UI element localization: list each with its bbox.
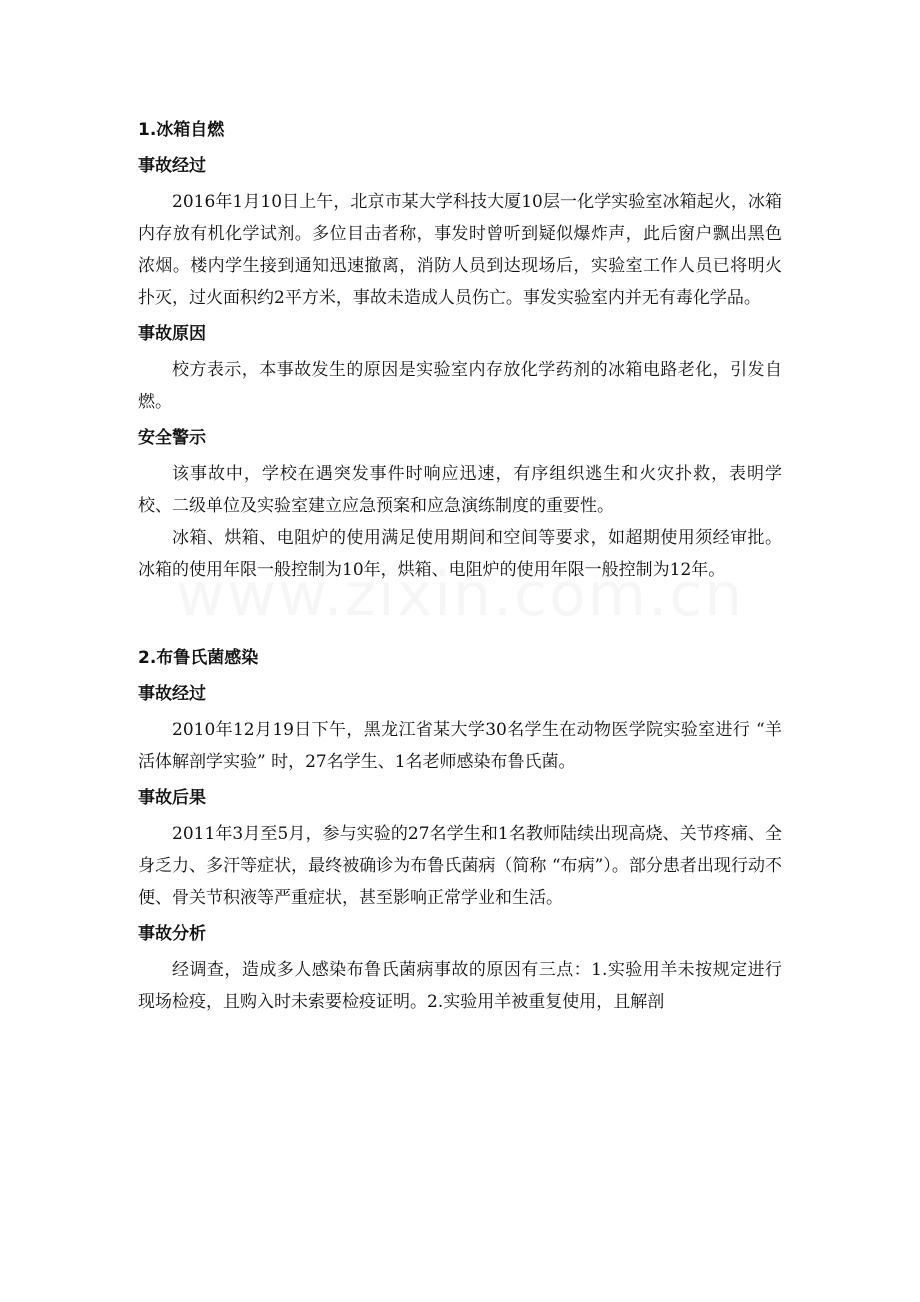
paragraph: 2010年12月19日下午，黑龙江省某大学30名学生在动物医学院实验室进行 “羊活体解剖学实验” 时，27名学生、1名老师感染布鲁氏菌。: [138, 720, 782, 772]
subheading: 事故经过: [138, 156, 206, 176]
subheading: 事故分析: [138, 924, 206, 944]
paragraph: 经调查，造成多人感染布鲁氏菌病事故的原因有三点：1.实验用羊未按规定进行现场检疫，且购入时未索要检疫证明。2.实验用羊被重复使用，且解剖: [138, 960, 782, 1012]
subheading: 安全警示: [138, 428, 206, 448]
section-brucella-infection: [138, 642, 782, 1018]
paragraph: 2016年1月10日上午，北京市某大学科技大厦10层一化学实验室冰箱起火，冰箱内存放有机化学试剂。多位目击者称，事发时曾听到疑似爆炸声，此后窗户飘出黑色浓烟。楼内学生接到通知迅速撤离，消防人员到达现场后，实验室工作人员已将明火扑灭，过火面积约2平方米，事故未造成人员伤亡。事发实验室内并无有毒化学品。: [138, 192, 782, 308]
subheading: 事故后果: [138, 788, 206, 808]
document-page: [138, 114, 782, 1018]
section-title: 1.冰箱自燃: [138, 120, 225, 140]
section-title: 2.布鲁氏菌感染: [138, 648, 259, 668]
section-spacer: [138, 586, 782, 642]
section-fridge-fire: [138, 114, 782, 586]
paragraph: 校方表示，本事故发生的原因是实验室内存放化学药剂的冰箱电路老化，引发自燃。: [138, 360, 782, 412]
paragraph: 2011年3月至5月，参与实验的27名学生和1名教师陆续出现高烧、关节疼痛、全身乏力、多汗等症状，最终被确诊为布鲁氏菌病（简称 “布病”）。部分患者出现行动不便、骨关节积液等严重症状，甚至影响正常学业和生活。: [138, 824, 782, 908]
paragraph: 该事故中，学校在遇突发事件时响应迅速，有序组织逃生和火灾扑救，表明学校、二级单位及实验室建立应急预案和应急演练制度的重要性。: [138, 464, 782, 516]
subheading: 事故原因: [138, 324, 206, 344]
paragraph: 冰箱、烘箱、电阻炉的使用满足使用期间和空间等要求，如超期使用须经审批。冰箱的使用年限一般控制为10年，烘箱、电阻炉的使用年限一般控制为12年。: [138, 528, 782, 580]
subheading: 事故经过: [138, 684, 206, 704]
